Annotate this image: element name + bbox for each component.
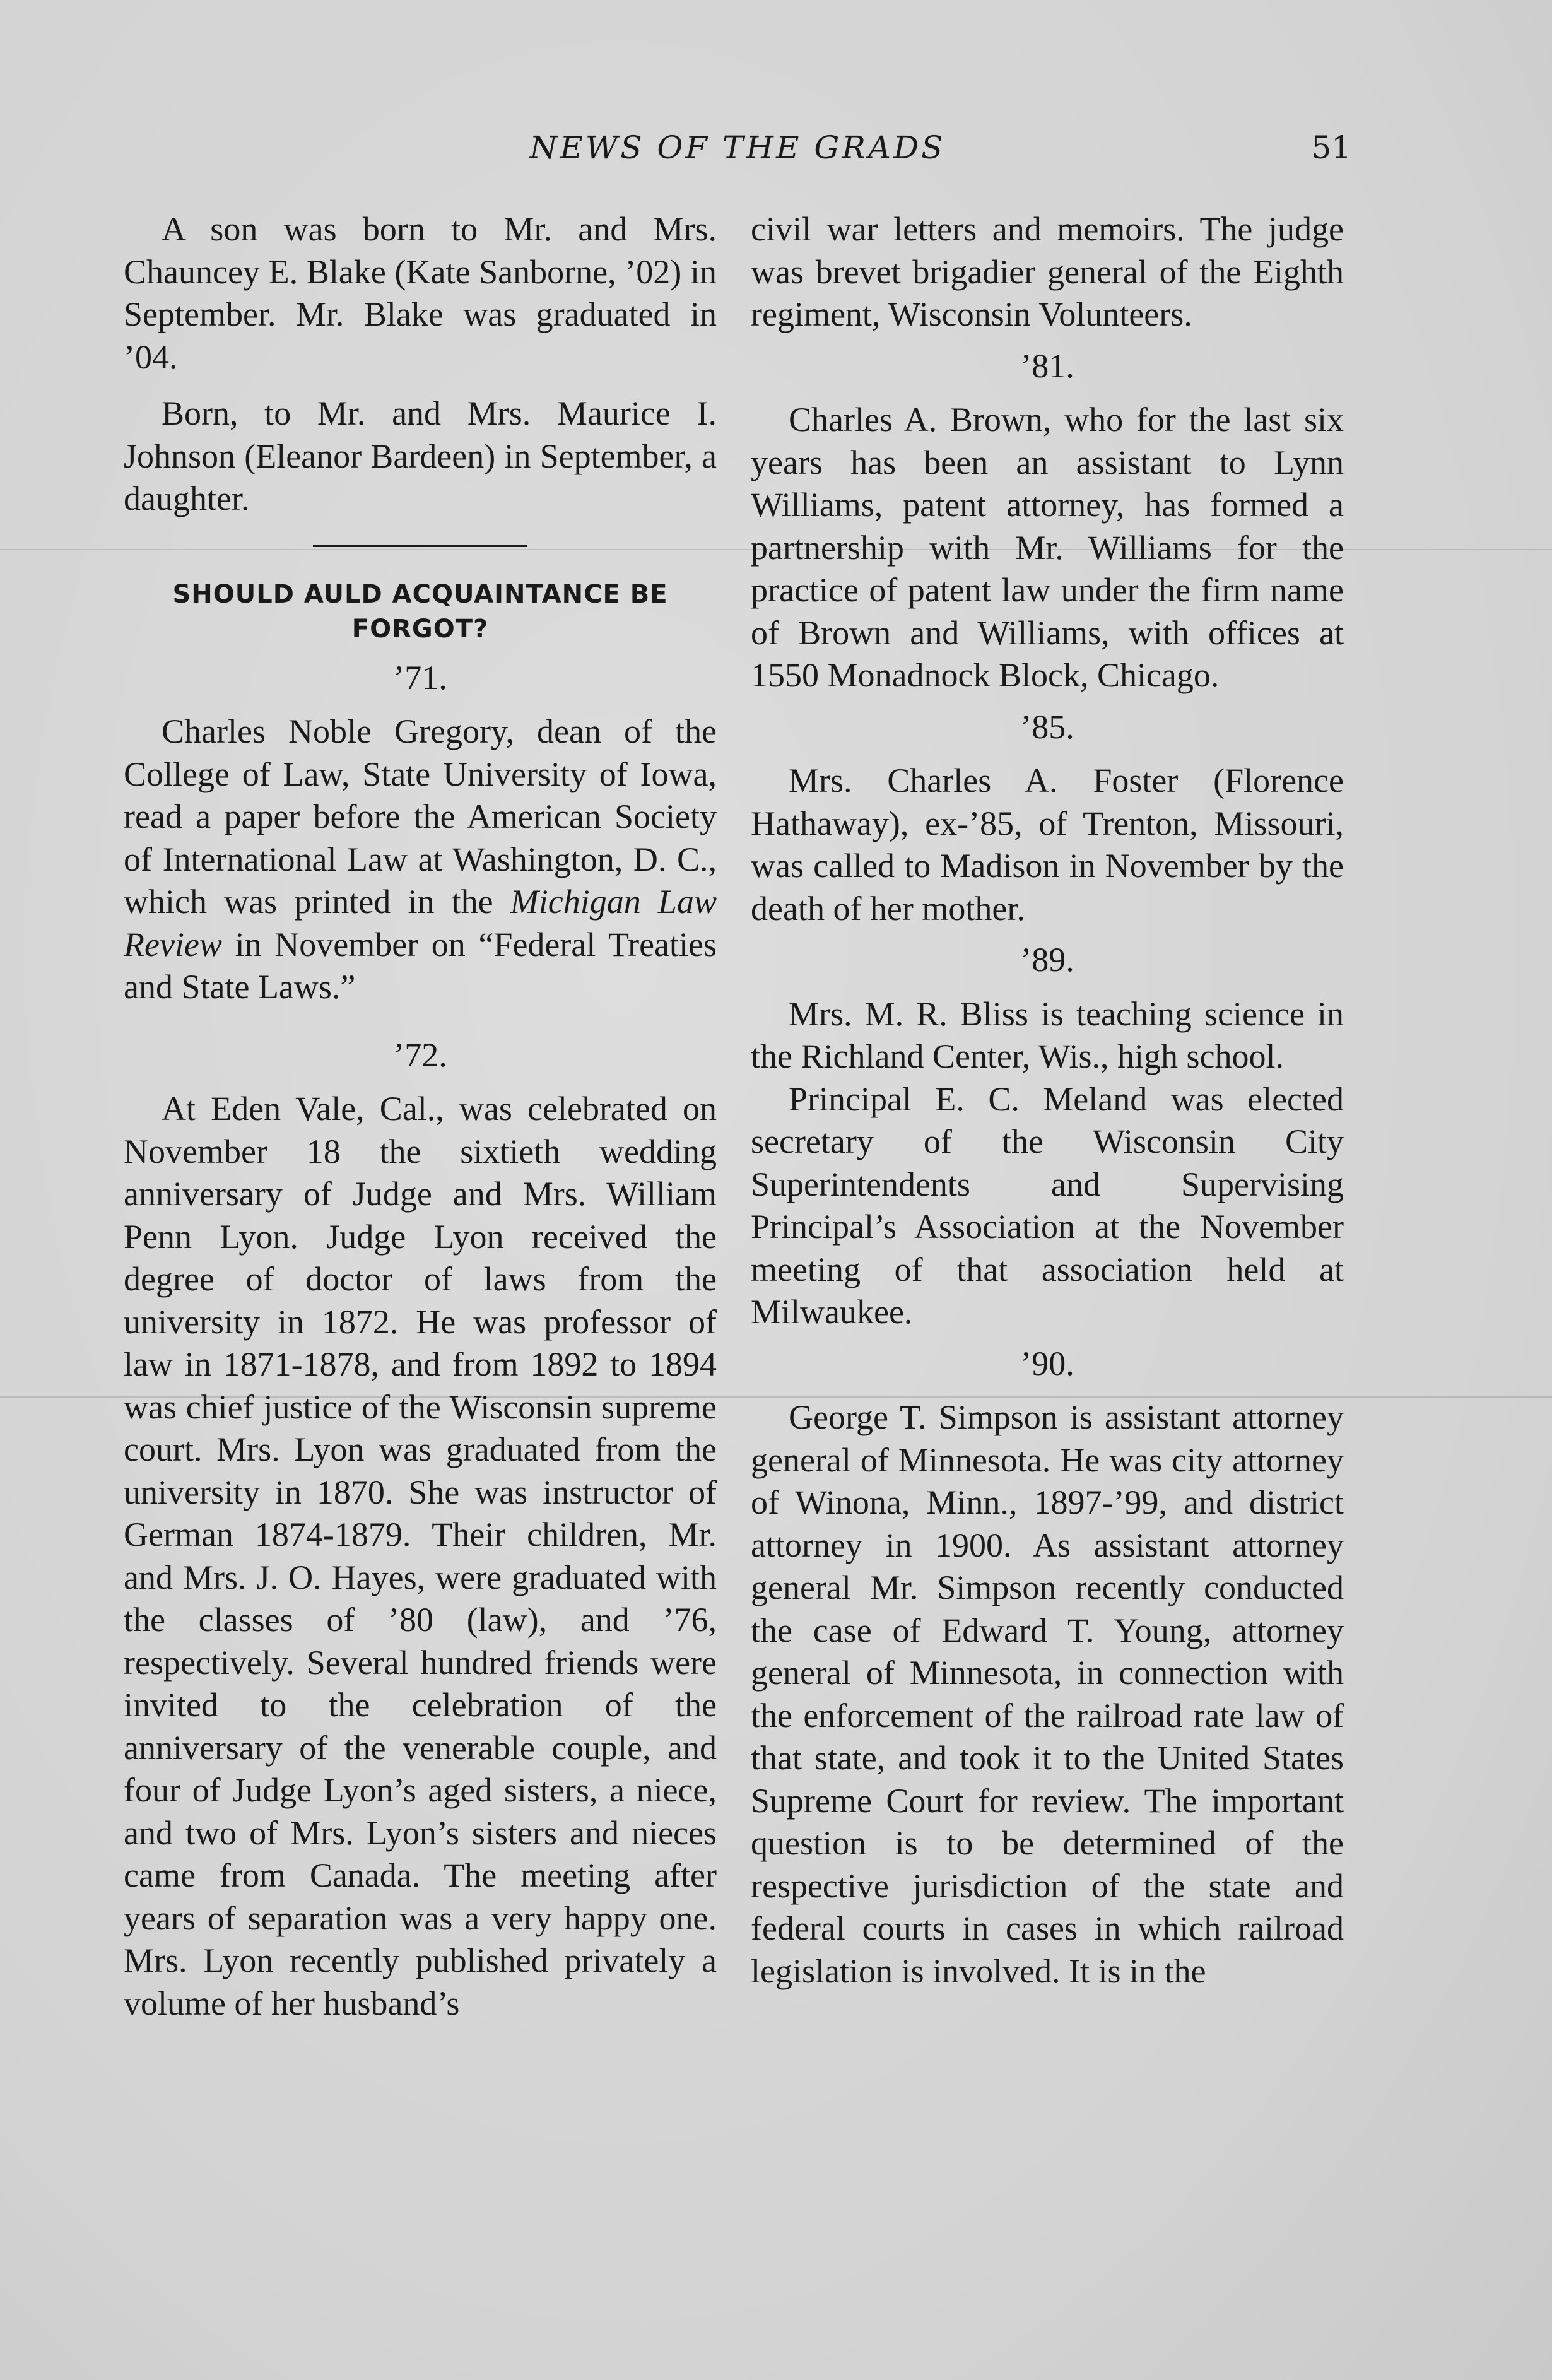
class-year-heading: ’85. <box>1020 707 1074 746</box>
news-item-johnson: Born, to Mr. and Mrs. Maurice I. Johnson (Eleanor Bardeen) in September, a daughter. <box>124 394 717 517</box>
news-item-brown: Charles A. Brown, who for the last six years has been an assistant to Lynn Williams, patent attorney, has formed a partnership with Mr. Williams for the practice of patent law under the firm name of Brown and Williams, with offices at 1550 Monadnock Block, Chicago. <box>751 401 1344 694</box>
gregory-text-end: in November on “Federal Treaties and State Laws.” <box>124 925 717 1006</box>
class-year-heading: ’72. <box>393 1035 447 1074</box>
running-title: NEWS OF THE GRADS <box>529 129 946 166</box>
class-year-heading: ’71. <box>393 658 447 697</box>
journal-title: Michigan Law Review <box>124 883 717 963</box>
page-number: 51 <box>1311 129 1351 166</box>
news-item-gregory <box>124 710 717 1009</box>
page-header <box>124 129 1351 180</box>
news-item-lyon: At Eden Vale, Cal., was celebrated on November 18 the sixtieth wedding anniversary of Judge and Mrs. William Penn Lyon. Judge Lyon received the degree of doctor of laws from the university in 1872. He was professor of law in 1871-1878, and from 1892 to 1894 was chief justice of the Wisconsin supreme court. Mrs. Lyon was graduated from the university in 1870. She was instructor of German 1874-1879. Their children, Mr. and Mrs. J. O. Hayes, were graduated with the classes of ’80 (law), and ’76, respectively. Several hundred friends were invited to the celebration of the anniversary of the venerable couple, and four of Judge Lyon’s aged sisters, a niece, and two of Mrs. Lyon’s sisters and nieces came from Canada. The meeting after years of separation was a very happy one. Mrs. Lyon recently published privately a volume of her husband’s <box>124 1090 717 2022</box>
class-year-heading: ’90. <box>1020 1344 1074 1382</box>
news-item-bliss: Mrs. M. R. Bliss is teaching science in the Richland Center, Wis., high school. <box>751 994 1344 1075</box>
right-column <box>751 208 1344 1993</box>
section-heading: SHOULD AULD ACQUAINTANCE BE FORGOT? <box>172 579 668 644</box>
class-year-heading: ’89. <box>1020 941 1074 979</box>
news-item-blake: A son was born to Mr. and Mrs. Chauncey E. Blake (Kate Sanborne, ’02) in September. Mr. Blake was graduated in ’04. <box>124 210 717 376</box>
section-divider <box>313 545 527 547</box>
news-item-meland: Principal E. C. Meland was elected secretary of the Wisconsin City Superintendents and Supervising Principal’s Association at the November meeting of that association held at Milwaukee. <box>751 1080 1344 1331</box>
news-item-lyon-continued: civil war letters and memoirs. The judge was brevet brigadier general of the Eighth regiment, Wisconsin Volunteers. <box>751 210 1344 333</box>
news-item-foster: Mrs. Charles A. Foster (Florence Hathaway), ex-’85, of Trenton, Missouri, was called to Madison in November by the death of her mother. <box>751 762 1344 928</box>
gregory-text-start: Charles Noble Gregory, dean of the College of Law, State University of Iowa, read a paper before the American Society of International Law at Washington, D. C., which was printed in the <box>124 712 717 921</box>
class-year-heading: ’81. <box>1020 346 1074 385</box>
news-item-simpson: George T. Simpson is assistant attorney general of Minnesota. He was city attorney of Winona, Minn., 1897-’99, and district attorney in 1900. As assistant attorney general Mr. Simpson recently conducted the case of Edward T. Young, attorney general of Minnesota, in connection with the enforcement of the railroad rate law of that state, and took it to the United States Supreme Court for review. The important question is to be determined of the respective jurisdiction of the state and federal courts in cases in which railroad legislation is involved. It is in the <box>751 1398 1344 1990</box>
left-column <box>124 208 717 2025</box>
